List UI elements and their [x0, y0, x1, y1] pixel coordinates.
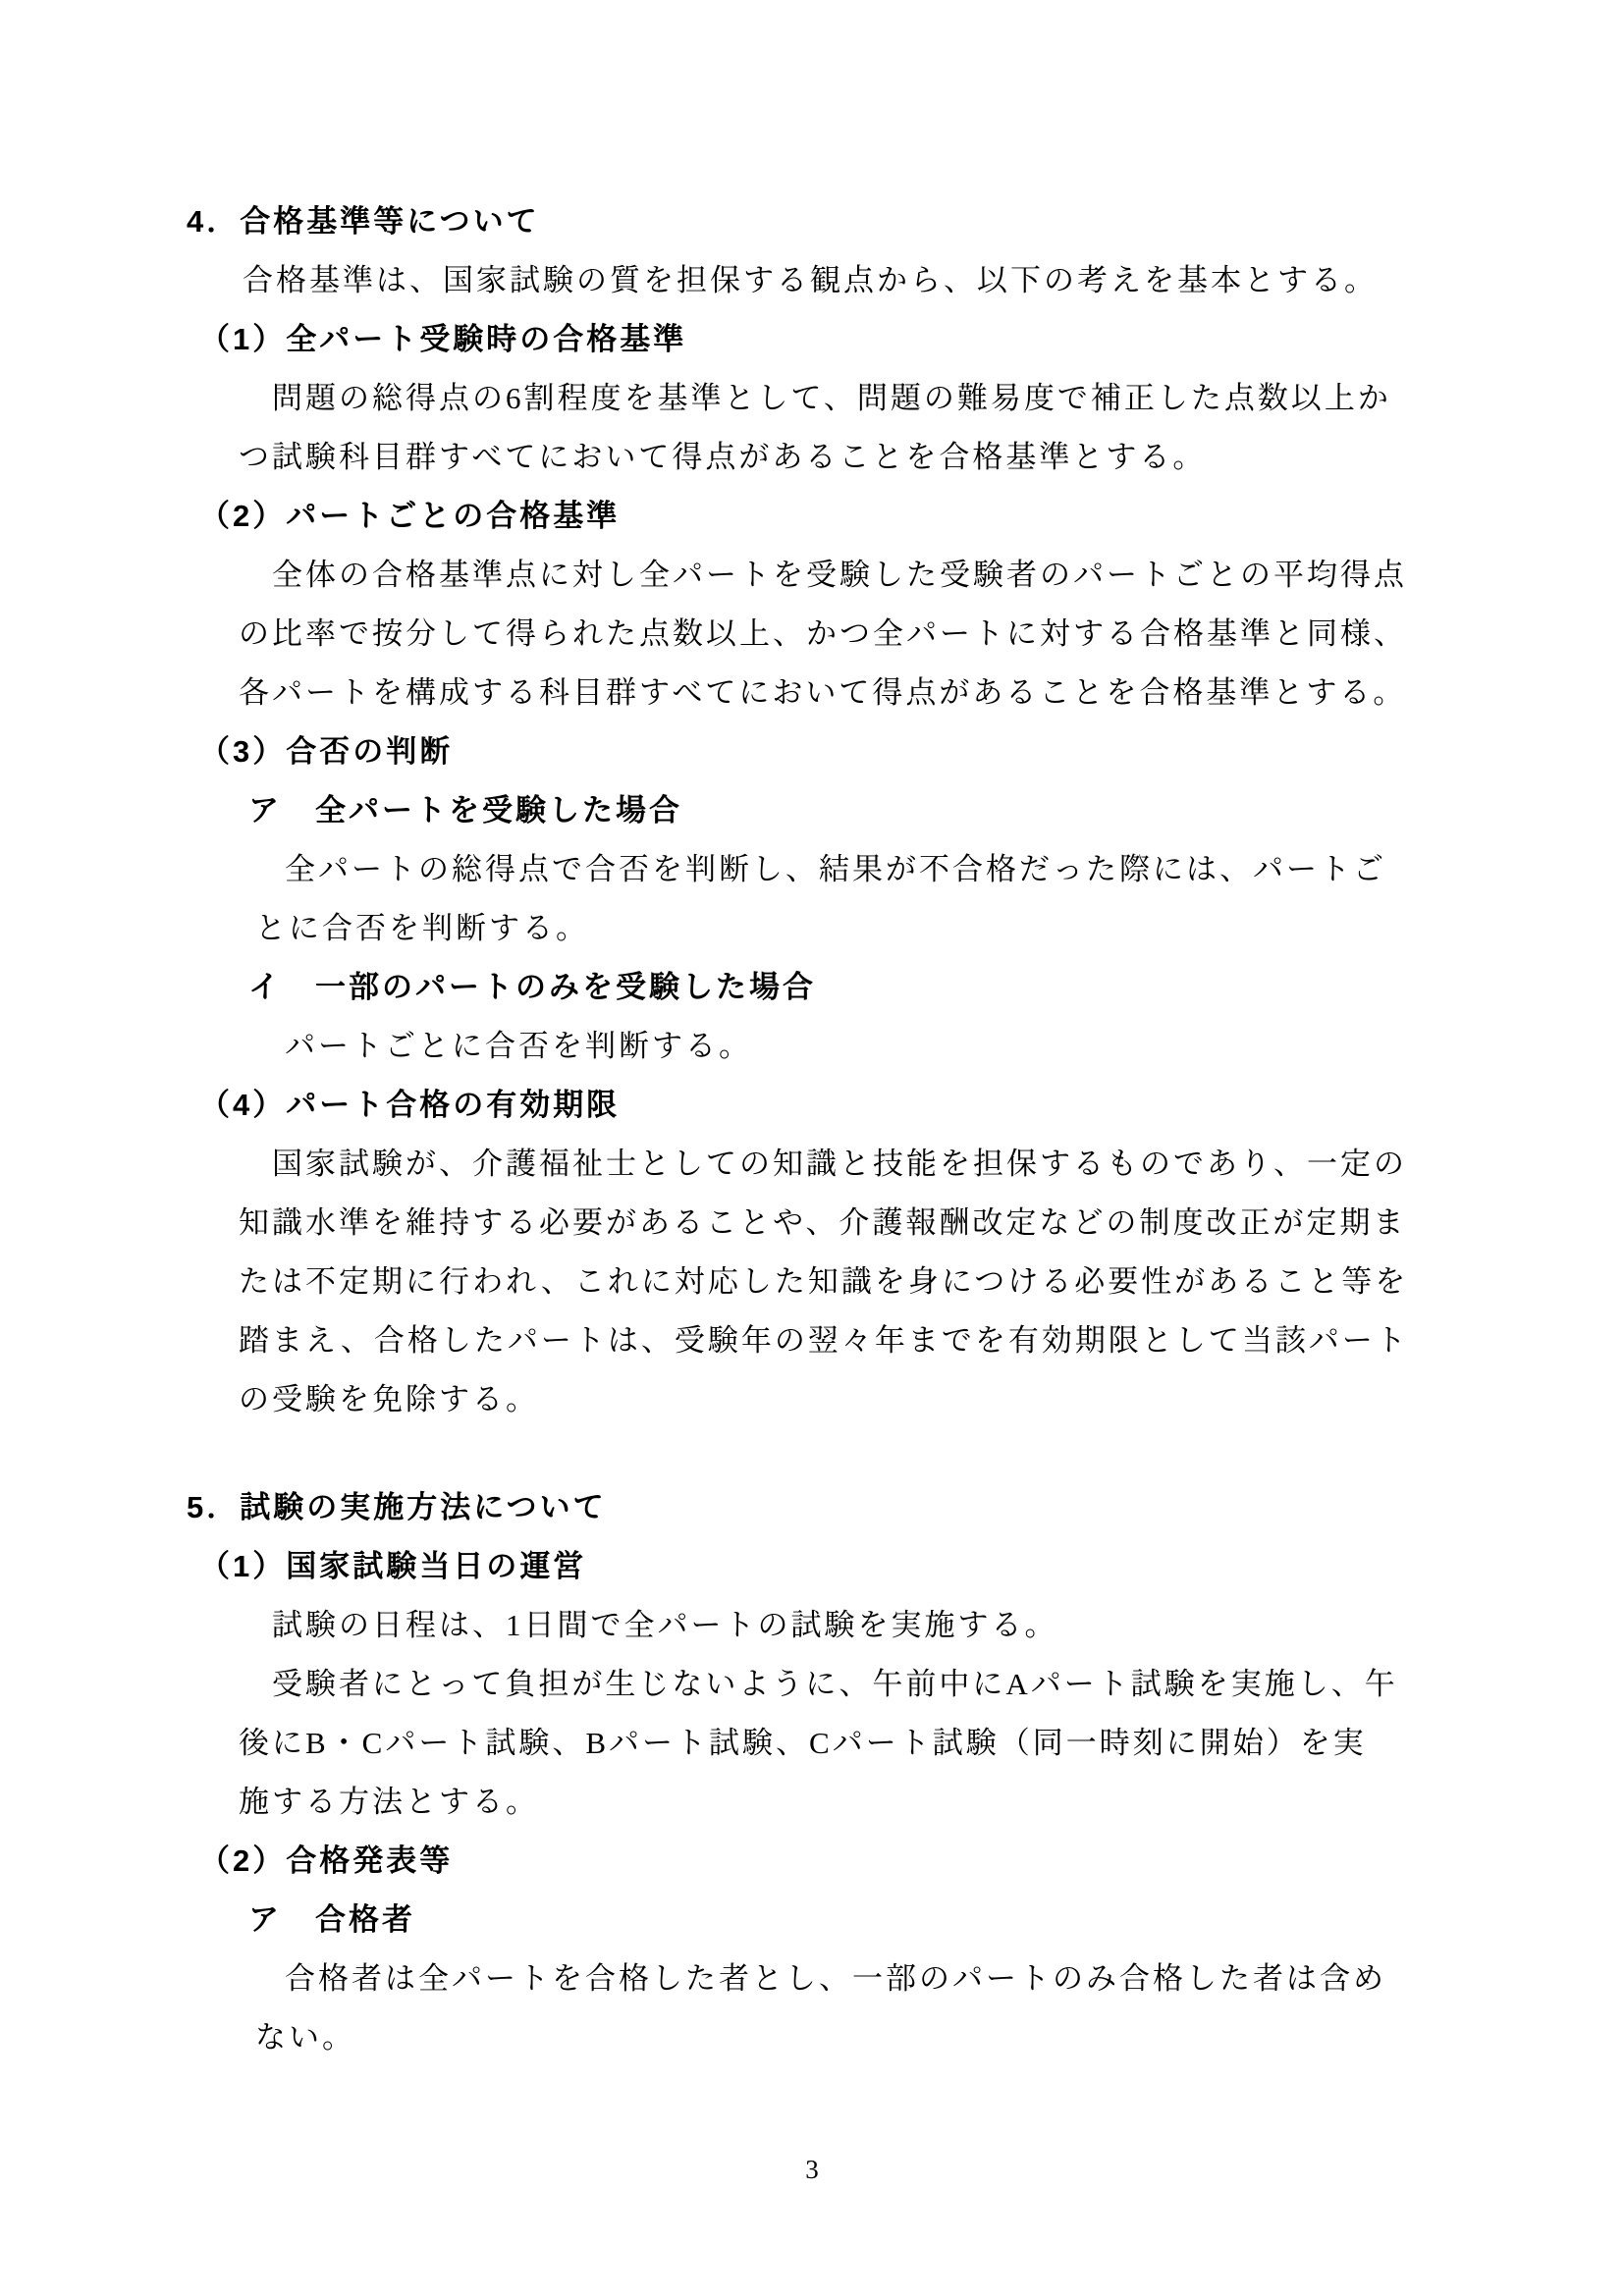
- section-5-2-heading: （2）合格発表等: [199, 1843, 454, 1878]
- section-5-1-body-line-1: 試験の日程は、1日間で全パートの試験を実施する。: [272, 1608, 1058, 1642]
- section-4-4-body-line-4: 踏まえ、合格したパートは、受験年の翌々年までを有効期限として当該パート: [239, 1323, 1409, 1358]
- section-4-2-heading: （2）パートごとの合格基準: [199, 499, 621, 533]
- section-5-1-heading: （1）国家試験当日の運営: [199, 1549, 587, 1583]
- section-5-1-body-line-3: 後にB・Cパート試験、Bパート試験、Cパート試験（同一時刻に開始）を実: [239, 1726, 1367, 1760]
- section-4-4-body-line-5: の受験を免除する。: [239, 1382, 539, 1416]
- section-4-1-heading: （1）全パート受験時の合格基準: [199, 322, 687, 356]
- section-5-2-a-heading: ア 合格者: [248, 1902, 415, 1937]
- section-4-heading: 4．合格基準等について: [187, 204, 540, 239]
- section-4-3-i-heading: イ 一部のパートのみを受験した場合: [248, 970, 816, 1004]
- section-4-3-i-body-line-1: パートごとに合否を判断する。: [285, 1029, 752, 1063]
- section-4-2-body-line-3: 各パートを構成する科目群すべてにおいて得点があることを合格基準とする。: [239, 675, 1407, 710]
- section-4-3-heading: （3）合否の判断: [199, 734, 454, 769]
- section-5-1-body-line-2: 受験者にとって負担が生じないように、午前中にAパート試験を実施し、午: [272, 1667, 1398, 1701]
- section-5-2-a-body-line-1: 合格者は全パートを合格した者とし、一部のパートのみ合格した者は含め: [285, 1961, 1386, 1996]
- section-4-4-body-line-3: たは不定期に行われ、これに対応した知識を身につける必要性があること等を: [239, 1264, 1409, 1299]
- section-4-4-body-line-1: 国家試験が、介護福祉士としての知識と技能を担保するものであり、一定の: [272, 1147, 1407, 1181]
- section-4-intro: 合格基準は、国家試験の質を担保する観点から、以下の考えを基本とする。: [243, 263, 1378, 297]
- section-4-2-body-line-2: の比率で按分して得られた点数以上、かつ全パートに対する合格基準と同様、: [239, 616, 1407, 651]
- section-4-1-body-line-1: 問題の総得点の6割程度を基準として、問題の難易度で補正した点数以上か: [272, 381, 1391, 415]
- section-4-1-body-line-2: つ試験科目群すべてにおいて得点があることを合格基準とする。: [239, 440, 1207, 474]
- section-4-2-body-line-1: 全体の合格基準点に対し全パートを受験した受験者のパートごとの平均得点: [272, 558, 1407, 592]
- section-4-4-heading: （4）パート合格の有効期限: [199, 1088, 621, 1122]
- section-5-heading: 5．試験の実施方法について: [187, 1490, 607, 1524]
- section-5-1-body-line-4: 施する方法とする。: [239, 1785, 539, 1819]
- section-4-3-a-body-line-2: とに合否を判断する。: [255, 911, 589, 945]
- section-5-2-a-body-line-2: ない。: [255, 2020, 355, 2055]
- section-4-4-body-line-2: 知識水準を維持する必要があることや、介護報酬改定などの制度改正が定期ま: [239, 1205, 1407, 1240]
- page-number: 3: [805, 2155, 819, 2184]
- section-4-3-a-body-line-1: 全パートの総得点で合否を判断し、結果が不合格だった際には、パートご: [285, 852, 1386, 886]
- section-4-3-a-heading: ア 全パートを受験した場合: [248, 793, 682, 828]
